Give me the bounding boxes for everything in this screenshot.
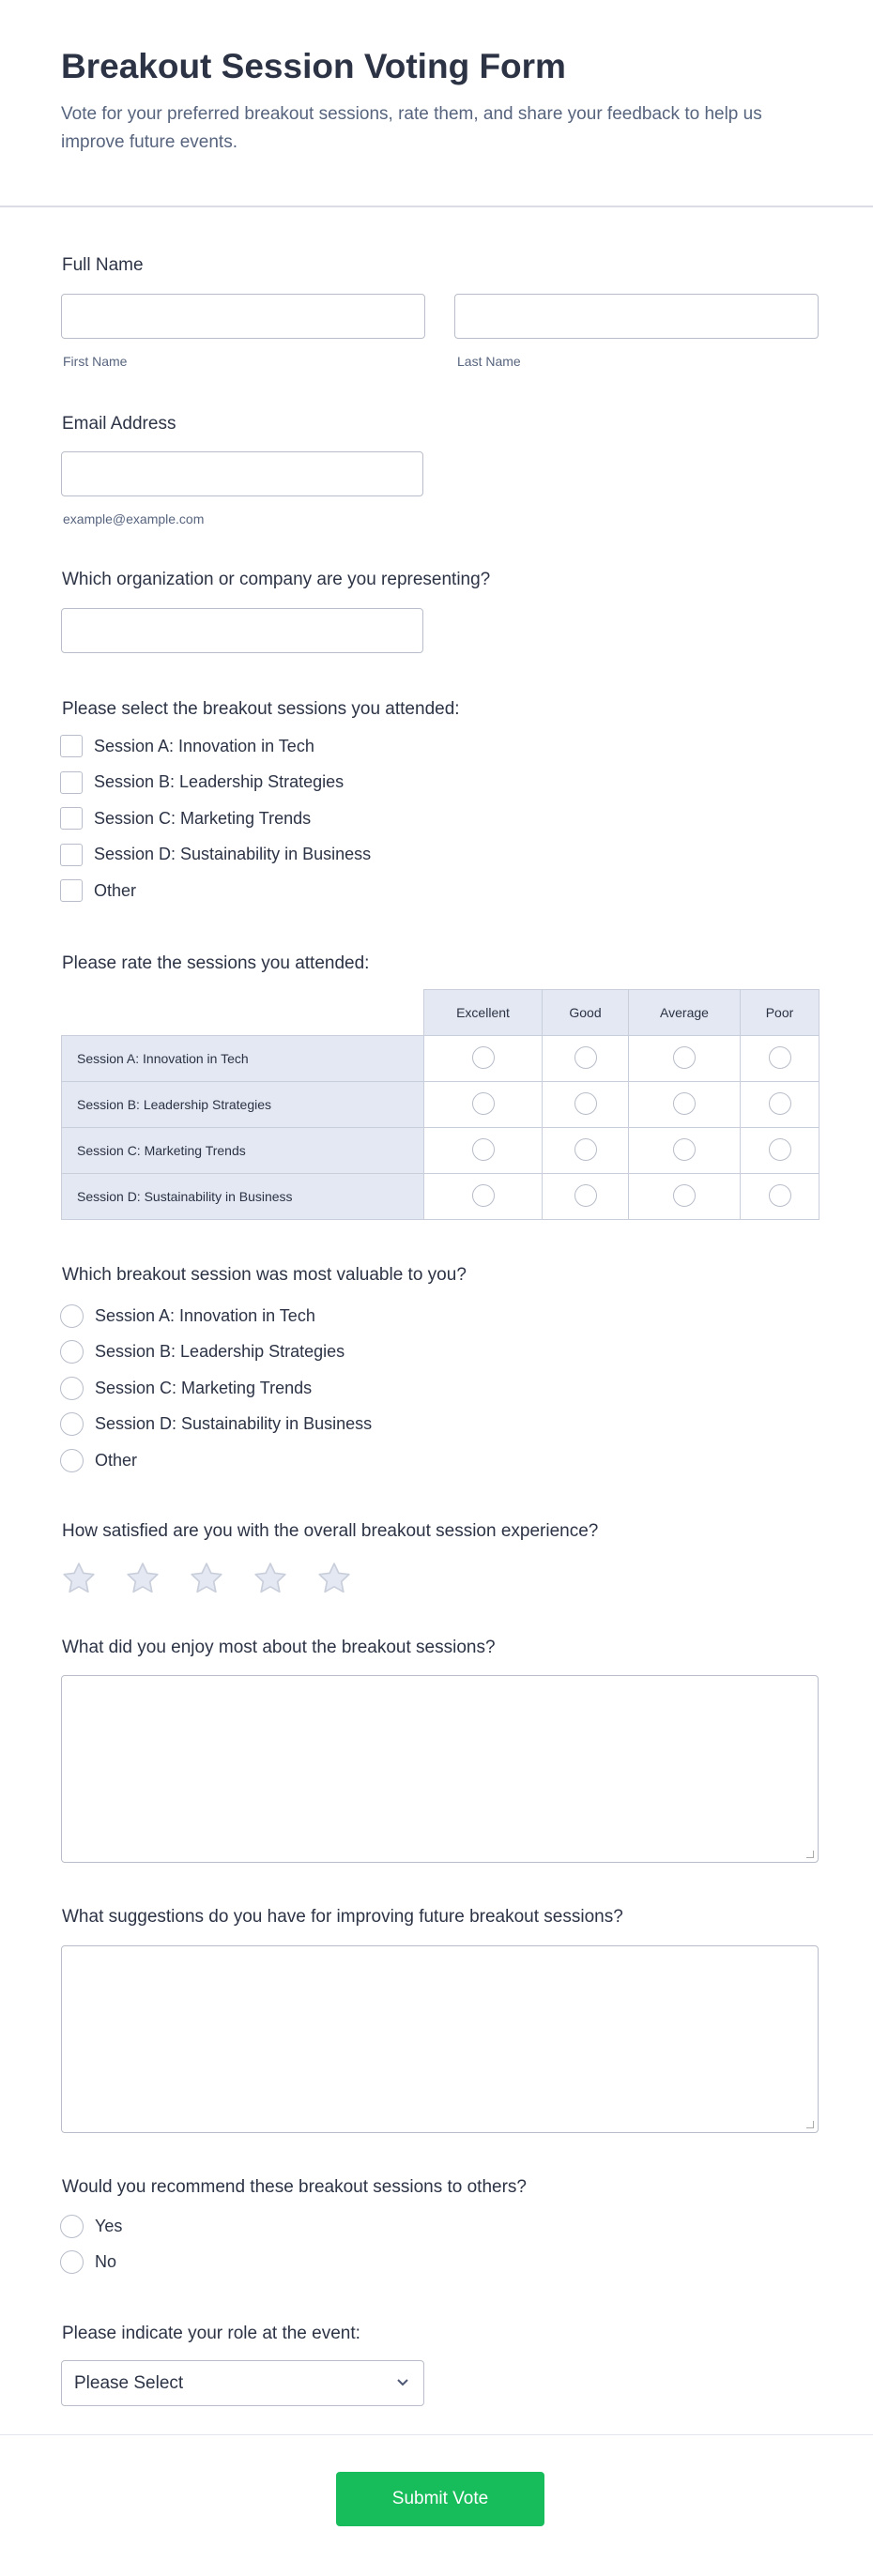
first-name-sublabel: First Name: [63, 354, 128, 369]
matrix-cell[interactable]: [741, 1082, 819, 1128]
recommend-option[interactable]: [60, 2213, 122, 2239]
radio-button[interactable]: [769, 1046, 791, 1069]
radio-button[interactable]: [769, 1184, 791, 1207]
rating-label: Please rate the sessions you attended:: [62, 953, 370, 973]
matrix-cell[interactable]: [629, 1128, 741, 1174]
star-rating: [60, 1560, 353, 1597]
email-input[interactable]: [61, 451, 423, 496]
option-label: No: [95, 2252, 117, 2271]
enjoy-textarea[interactable]: [61, 1675, 819, 1863]
radio-button[interactable]: [574, 1184, 597, 1207]
radio-button[interactable]: [60, 1412, 84, 1436]
radio-button[interactable]: [574, 1092, 597, 1115]
radio-button[interactable]: [472, 1092, 495, 1115]
matrix-column-header: Good: [543, 990, 629, 1036]
first-name-input[interactable]: [61, 294, 425, 339]
star-icon[interactable]: [60, 1560, 98, 1597]
radio-button[interactable]: [60, 1449, 84, 1472]
matrix-cell[interactable]: [741, 1128, 819, 1174]
resize-handle-icon[interactable]: [806, 1851, 814, 1858]
option-label: Other: [94, 880, 137, 900]
attended-label: Please select the breakout sessions you attended:: [62, 699, 460, 719]
valuable-option[interactable]: [60, 1303, 315, 1329]
radio-button[interactable]: [60, 1304, 84, 1328]
divider: [0, 206, 873, 207]
last-name-sublabel: Last Name: [457, 354, 521, 369]
radio-button[interactable]: [673, 1092, 696, 1115]
matrix-cell[interactable]: [543, 1174, 629, 1220]
matrix-cell[interactable]: [543, 1036, 629, 1082]
matrix-cell[interactable]: [741, 1036, 819, 1082]
page-title: Breakout Session Voting Form: [61, 47, 566, 85]
star-icon[interactable]: [315, 1560, 353, 1597]
role-select-value: Please Select: [74, 2372, 184, 2393]
radio-button[interactable]: [60, 2250, 84, 2274]
attended-option[interactable]: [60, 770, 344, 796]
option-label: Session B: Leadership Strategies: [94, 772, 345, 791]
radio-button[interactable]: [574, 1138, 597, 1161]
matrix-row: [62, 1082, 819, 1128]
matrix-cell[interactable]: [424, 1082, 543, 1128]
radio-button[interactable]: [673, 1184, 696, 1207]
option-label: Session A: Innovation in Tech: [94, 736, 314, 755]
resize-handle-icon[interactable]: [806, 2121, 814, 2128]
matrix-column-header: Poor: [741, 990, 819, 1036]
matrix-cell[interactable]: [543, 1128, 629, 1174]
full-name-label: Full Name: [62, 255, 144, 275]
matrix-row: [62, 1128, 819, 1174]
recommend-label: Would you recommend these breakout sessions to others?: [62, 2177, 527, 2197]
radio-button[interactable]: [60, 2215, 84, 2238]
option-label: Other: [95, 1450, 138, 1470]
valuable-option[interactable]: [60, 1339, 345, 1365]
star-icon[interactable]: [252, 1560, 289, 1597]
matrix-row-label: Session A: Innovation in Tech: [62, 1036, 424, 1082]
role-label: Please indicate your role at the event:: [62, 2324, 360, 2343]
matrix-cell[interactable]: [424, 1128, 543, 1174]
valuable-option[interactable]: [60, 1447, 137, 1473]
checkbox[interactable]: [60, 844, 83, 866]
matrix-corner: [62, 990, 424, 1036]
matrix-column-header: Average: [629, 990, 741, 1036]
page-subtitle: Vote for your preferred breakout sessions, rate them, and share your feedback to help us improve future events.: [61, 104, 762, 152]
matrix-cell[interactable]: [629, 1036, 741, 1082]
matrix-row-label: Session D: Sustainability in Business: [62, 1174, 424, 1220]
matrix-row: [62, 1174, 819, 1220]
radio-button[interactable]: [472, 1138, 495, 1161]
option-label: Session C: Marketing Trends: [95, 1378, 313, 1397]
radio-button[interactable]: [769, 1092, 791, 1115]
submit-button[interactable]: Submit Vote: [336, 2472, 544, 2526]
option-label: Yes: [95, 2216, 123, 2235]
checkbox[interactable]: [60, 735, 83, 757]
email-label: Email Address: [62, 414, 176, 434]
radio-button[interactable]: [60, 1377, 84, 1400]
checkbox[interactable]: [60, 879, 83, 902]
option-label: Session B: Leadership Strategies: [95, 1342, 345, 1361]
matrix-cell[interactable]: [741, 1174, 819, 1220]
attended-option[interactable]: [60, 877, 136, 904]
radio-button[interactable]: [472, 1184, 495, 1207]
enjoy-label: What did you enjoy most about the breakout sessions?: [62, 1638, 496, 1657]
option-label: Session D: Sustainability in Business: [95, 1414, 373, 1433]
matrix-row-label: Session B: Leadership Strategies: [62, 1082, 424, 1128]
attended-option[interactable]: [60, 842, 371, 868]
satisfaction-label: How satisfied are you with the overall breakout session experience?: [62, 1521, 599, 1541]
option-label: Session D: Sustainability in Business: [94, 845, 372, 863]
matrix-cell[interactable]: [629, 1174, 741, 1220]
valuable-label: Which breakout session was most valuable to you?: [62, 1265, 467, 1285]
matrix-cell[interactable]: [424, 1036, 543, 1082]
divider: [0, 2434, 873, 2435]
matrix-cell[interactable]: [424, 1174, 543, 1220]
checkbox[interactable]: [60, 771, 83, 794]
recommend-option[interactable]: [60, 2249, 116, 2276]
attended-option[interactable]: [60, 733, 314, 759]
valuable-option[interactable]: [60, 1411, 372, 1438]
radio-button[interactable]: [673, 1138, 696, 1161]
role-select[interactable]: [61, 2360, 424, 2406]
matrix-cell[interactable]: [629, 1082, 741, 1128]
email-sublabel: example@example.com: [63, 511, 205, 526]
radio-button[interactable]: [769, 1138, 791, 1161]
attended-option[interactable]: [60, 805, 311, 831]
radio-button[interactable]: [472, 1046, 495, 1069]
matrix-row-label: Session C: Marketing Trends: [62, 1128, 424, 1174]
option-label: Session C: Marketing Trends: [94, 808, 312, 828]
rating-matrix: [61, 989, 819, 1220]
suggestions-label: What suggestions do you have for improving future breakout sessions?: [62, 1907, 623, 1927]
chevron-down-icon: [395, 2374, 410, 2389]
star-icon[interactable]: [124, 1560, 161, 1597]
organization-label: Which organization or company are you representing?: [62, 570, 491, 589]
radio-button[interactable]: [574, 1046, 597, 1069]
checkbox[interactable]: [60, 807, 83, 830]
radio-button[interactable]: [673, 1046, 696, 1069]
star-icon[interactable]: [188, 1560, 225, 1597]
suggestions-textarea[interactable]: [61, 1945, 819, 2133]
radio-button[interactable]: [60, 1340, 84, 1364]
matrix-column-header: Excellent: [424, 990, 543, 1036]
matrix-cell[interactable]: [543, 1082, 629, 1128]
option-label: Session A: Innovation in Tech: [95, 1305, 315, 1325]
last-name-input[interactable]: [454, 294, 819, 339]
organization-input[interactable]: [61, 608, 423, 653]
valuable-option[interactable]: [60, 1375, 312, 1401]
matrix-row: [62, 1036, 819, 1082]
